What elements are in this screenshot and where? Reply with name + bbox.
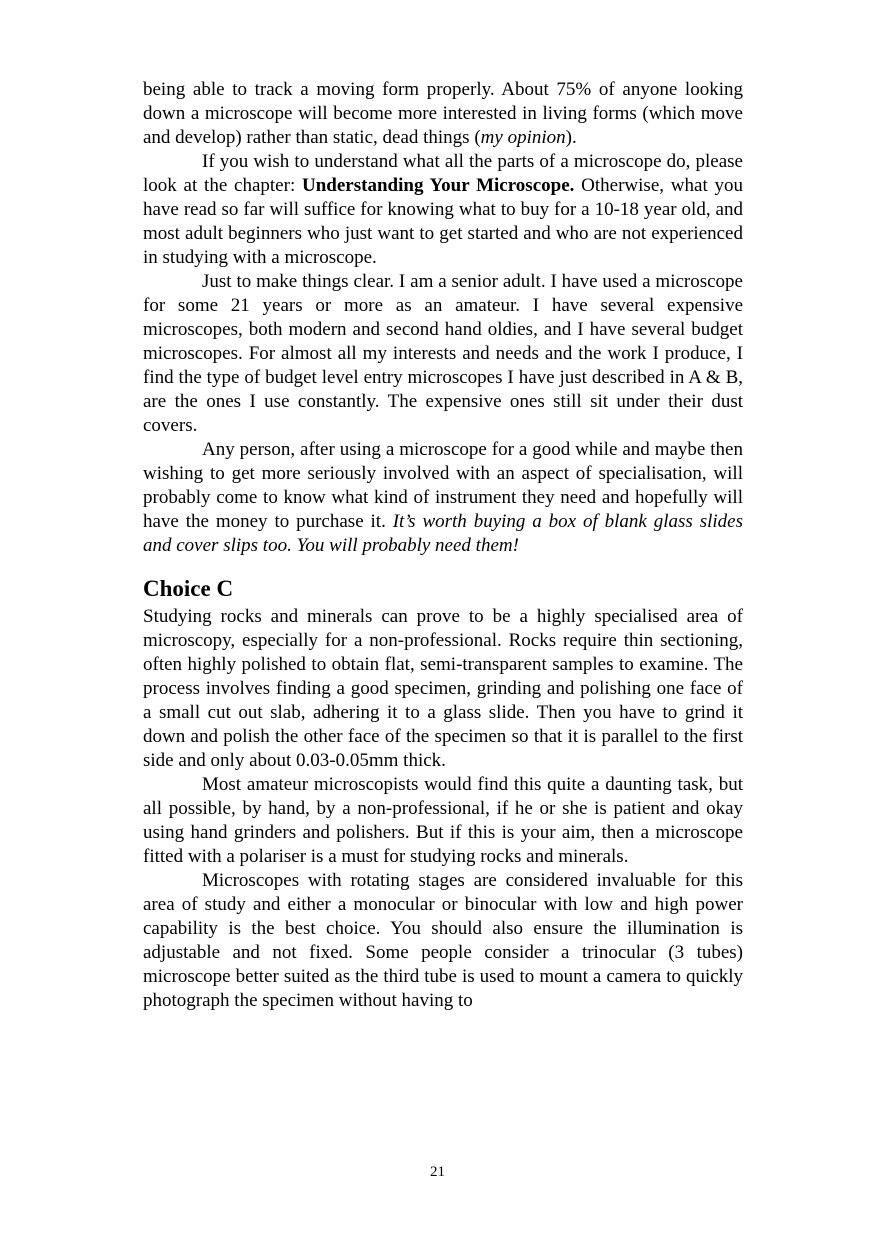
text-segment: If you wish to understand what all the parts of a microscope do, please look at the chapter: <box>143 151 743 196</box>
paragraph-rocks-minerals <box>143 605 743 773</box>
paragraph-advice <box>143 438 743 558</box>
italic-segment: It’s worth buying a box of blank glass slides and cover slips too. You will probably need them! <box>143 511 743 556</box>
paragraph-author-note <box>143 270 743 438</box>
paragraph-amateur-task <box>143 773 743 869</box>
text-segment: Just to make things clear. I am a senior adult. I have used a microscope for some 21 years or more as an amateur. I have several expensive microscopes, both modern and second hand oldies, and I have several budget microscopes. For almost all my interests and needs and the work I produce, I find the type of budget level entry microscopes I have just described in A & B, are the ones I use constantly. The expensive ones still sit under their dust covers. <box>143 271 743 436</box>
paragraph-continuation <box>143 78 743 150</box>
chapter-reference-bold: Understanding Your Microscope. <box>302 175 575 196</box>
text-segment: ). <box>565 127 577 148</box>
text-segment: Otherwise, what you have read so far will suffice for knowing what to buy for a 10-18 year old, and most adult beginners who just want to get started and who are not experienced in studying with a microscope. <box>143 175 743 268</box>
text-segment: Any person, after using a microscope for a good while and maybe then wishing to get more seriously involved with an aspect of specialisation, will probably come to know what kind of instrument they need and hopefully will have the money to purchase it. <box>143 439 743 532</box>
text-segment: being able to track a moving form properly. About 75% of anyone looking down a microscope will become more interested in living forms (which move and develop) rather than static, dead things ( <box>143 79 743 148</box>
text-segment: Microscopes with rotating stages are considered invaluable for this area of study and either a monocular or binocular with low and high power capability is the best choice. You should also ensure the illumination is adjustable and not fixed. Some people consider a trinocular (3 tubes) microscope better suited as the third tube is used to mount a camera to quickly photograph the specimen without having to <box>143 870 743 1011</box>
italic-segment: my opinion <box>480 127 566 148</box>
paragraph-rotating-stages <box>143 869 743 1013</box>
text-segment: Most amateur microscopists would find this quite a daunting task, but all possible, by hand, by a non-professional, if he or she is patient and okay using hand grinders and polishers. But if this is your aim, then a microscope fitted with a polariser is a must for studying rocks and minerals. <box>143 774 743 867</box>
page-number: 21 <box>430 1164 445 1180</box>
page-body <box>143 78 743 1013</box>
paragraph-chapter-reference <box>143 150 743 270</box>
section-heading: Choice C <box>143 576 234 601</box>
text-segment: Studying rocks and minerals can prove to be a highly specialised area of microscopy, especially for a non-professional. Rocks require thin sectioning, often highly polished to obtain flat, semi-transparent samples to examine. The process involves finding a good specimen, grinding and polishing one face of a small cut out slab, adhering it to a glass slide. Then you have to grind it down and polish the other face of the specimen so that it is parallel to the first side and only about 0.03-0.05mm thick. <box>143 606 743 771</box>
